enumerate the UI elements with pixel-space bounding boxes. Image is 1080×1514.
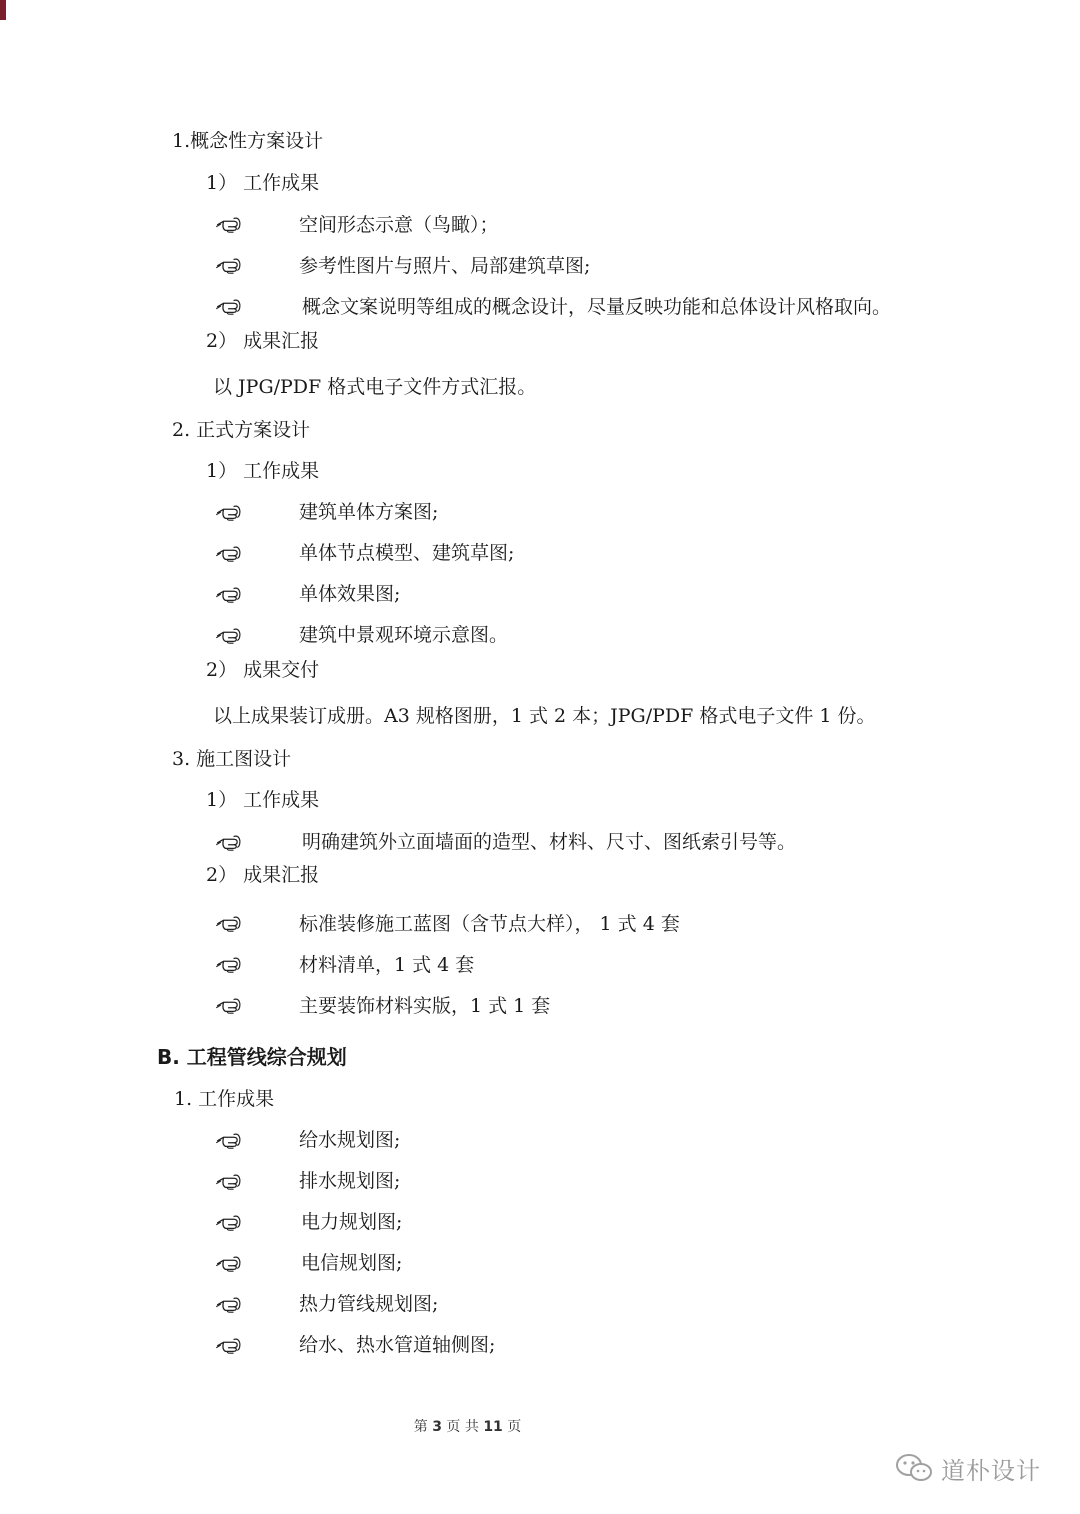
- section-1-note: 以 JPG/PDF 格式电子文件方式汇报。: [213, 376, 537, 398]
- pointing-hand-icon: [214, 1253, 244, 1273]
- list-item: 主要装饰材料实版，1 式 1 套: [299, 995, 551, 1017]
- list-item: 给水规划图;: [299, 1129, 401, 1151]
- section-2-note: 以上成果装订成册。A3 规格图册，1 式 2 本；JPG/PDF 格式电子文件 1 份。: [213, 705, 876, 727]
- section-2-sub-work: 1） 工作成果: [206, 460, 320, 482]
- pointing-hand-icon: [214, 913, 244, 933]
- corner-mark: [0, 0, 6, 20]
- wechat-icon: [895, 1452, 933, 1484]
- section-3-sub-work: 1） 工作成果: [206, 789, 320, 811]
- pointing-hand-icon: [214, 1130, 244, 1150]
- list-item: 明确建筑外立面墙面的造型、材料、尺寸、图纸索引号等。: [302, 831, 797, 853]
- list-item: 电力规划图;: [301, 1211, 403, 1233]
- page-number: [0, 1416, 935, 1436]
- pointing-hand-icon: [214, 832, 244, 852]
- section-2-title: 2. 正式方案设计: [172, 419, 311, 441]
- section-1-sub-report: 2） 成果汇报: [206, 330, 320, 352]
- list-item: 概念文案说明等组成的概念设计，尽量反映功能和总体设计风格取向。: [302, 296, 892, 318]
- list-item: 电信规划图;: [301, 1252, 403, 1274]
- list-item: 材料清单，1 式 4 套: [299, 954, 475, 976]
- pointing-hand-icon: [214, 954, 244, 974]
- footer-post: 页: [507, 1419, 522, 1435]
- list-item: 单体节点模型、建筑草图;: [299, 542, 515, 564]
- pointing-hand-icon: [214, 543, 244, 563]
- list-item: 单体效果图;: [299, 583, 401, 605]
- footer-page: 3: [432, 1419, 442, 1435]
- pointing-hand-icon: [214, 584, 244, 604]
- section-1-sub-work: 1） 工作成果: [206, 172, 320, 194]
- watermark: [895, 1450, 1041, 1486]
- pointing-hand-icon: [214, 1212, 244, 1232]
- footer-mid: 页 共: [446, 1419, 479, 1435]
- section-b-title: B. 工程管线综合规划: [157, 1045, 347, 1069]
- section-b1-title: 1. 工作成果: [174, 1088, 275, 1110]
- pointing-hand-icon: [214, 255, 244, 275]
- watermark-text: 道朴设计: [941, 1456, 1041, 1485]
- pointing-hand-icon: [214, 296, 244, 316]
- pointing-hand-icon: [214, 1294, 244, 1314]
- section-3-title: 3. 施工图设计: [172, 748, 292, 770]
- section-2-sub-delivery: 2） 成果交付: [206, 659, 320, 681]
- list-item: 建筑中景观环境示意图。: [299, 624, 509, 646]
- pointing-hand-icon: [214, 1171, 244, 1191]
- pointing-hand-icon: [214, 625, 244, 645]
- list-item: 排水规划图;: [299, 1170, 401, 1192]
- list-item: 建筑单体方案图;: [299, 501, 439, 523]
- footer-pre: 第: [413, 1419, 428, 1435]
- list-item: 参考性图片与照片、局部建筑草图;: [299, 255, 591, 277]
- footer-total: 11: [483, 1419, 503, 1435]
- pointing-hand-icon: [214, 1335, 244, 1355]
- list-item: 标准装修施工蓝图（含节点大样）， 1 式 4 套: [299, 913, 680, 935]
- list-item: 给水、热水管道轴侧图;: [299, 1334, 496, 1356]
- section-3-sub-report: 2） 成果汇报: [206, 864, 320, 886]
- list-item: 热力管线规划图;: [299, 1293, 439, 1315]
- pointing-hand-icon: [214, 995, 244, 1015]
- pointing-hand-icon: [214, 214, 244, 234]
- pointing-hand-icon: [214, 502, 244, 522]
- section-1-title: 1.概念性方案设计: [172, 130, 324, 152]
- list-item: 空间形态示意（鸟瞰）；: [299, 214, 499, 236]
